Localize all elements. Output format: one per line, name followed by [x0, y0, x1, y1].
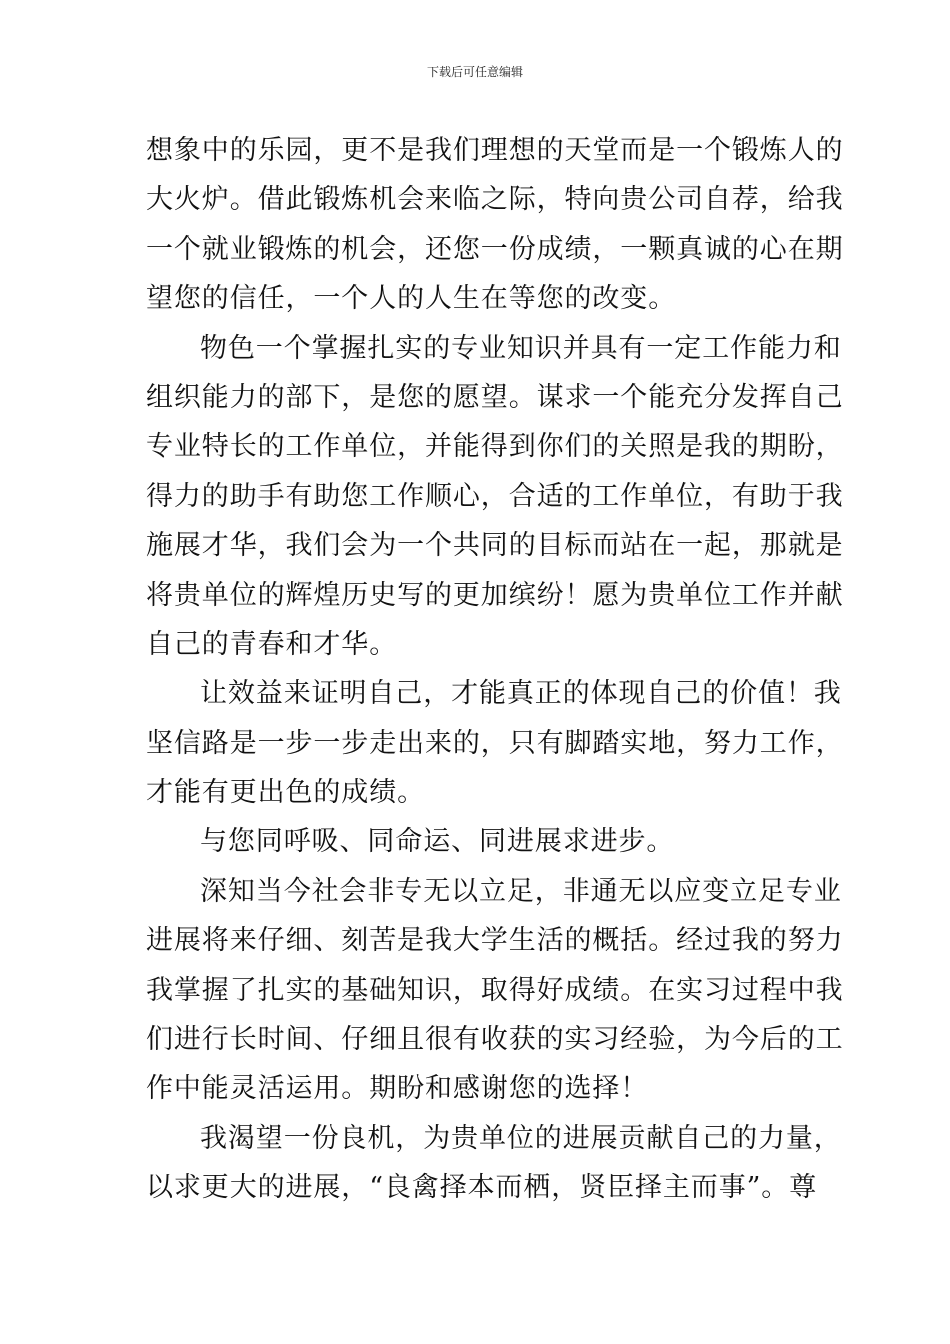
- text-line: 专业特长的工作单位，并能得到你们的关照是我的期盼，: [146, 431, 844, 463]
- text-line: 深知当今社会非专无以立足，非通无以应变立足专业: [200, 875, 842, 907]
- text-line: 进展将来仔细、刻苦是我大学生活的概括。经过我的努力: [146, 925, 844, 957]
- text-line: 得力的助手有助您工作顺心，合适的工作单位，有助于我: [146, 480, 844, 512]
- text-line: 坚信路是一步一步走出来的，只有脚踏实地，努力工作，: [146, 727, 844, 759]
- text-line: 将贵单位的辉煌历史写的更加缤纷！愿为贵单位工作并献: [146, 579, 844, 611]
- page-header-note: 下载后可任意编辑: [426, 65, 523, 79]
- text-line: 想象中的乐园，更不是我们理想的天堂而是一个锻炼人的: [146, 135, 844, 166]
- text-line: 才能有更出色的成绩。: [146, 777, 425, 809]
- text-line: 大火炉。借此锻炼机会来临之际，特向贵公司自荐，给我: [146, 184, 844, 216]
- text-line: 自己的青春和才华。: [146, 628, 398, 660]
- document-body: [146, 128, 844, 1215]
- text-line: 以求更大的进展，“良禽择本而栖，贤臣择主而事”。尊: [146, 1172, 818, 1204]
- text-line: 一个就业锻炼的机会，还您一份成绩，一颗真诚的心在期: [146, 233, 844, 265]
- text-line: 让效益来证明自己，才能真正的体现自己的价值！我: [200, 678, 842, 710]
- text-line: 组织能力的部下，是您的愿望。谋求一个能充分发挥自己: [146, 381, 844, 413]
- text-line: 望您的信任，一个人的人生在等您的改变。: [146, 283, 677, 315]
- text-line: 我渴望一份良机，为贵单位的进展贡献自己的力量，: [200, 1122, 842, 1154]
- text-line: 物色一个掌握扎实的专业知识并具有一定工作能力和: [200, 332, 842, 364]
- text-line: 们进行长时间、仔细且很有收获的实习经验，为今后的工: [146, 1024, 844, 1056]
- text-line: 作中能灵活运用。期盼和感谢您的选择！: [146, 1073, 649, 1105]
- text-line: 与您同呼吸、同命运、同进展求进步。: [200, 826, 675, 858]
- text-line: 施展才华，我们会为一个共同的目标而站在一起，那就是: [146, 530, 844, 562]
- text-line: 我掌握了扎实的基础知识，取得好成绩。在实习过程中我: [146, 974, 844, 1006]
